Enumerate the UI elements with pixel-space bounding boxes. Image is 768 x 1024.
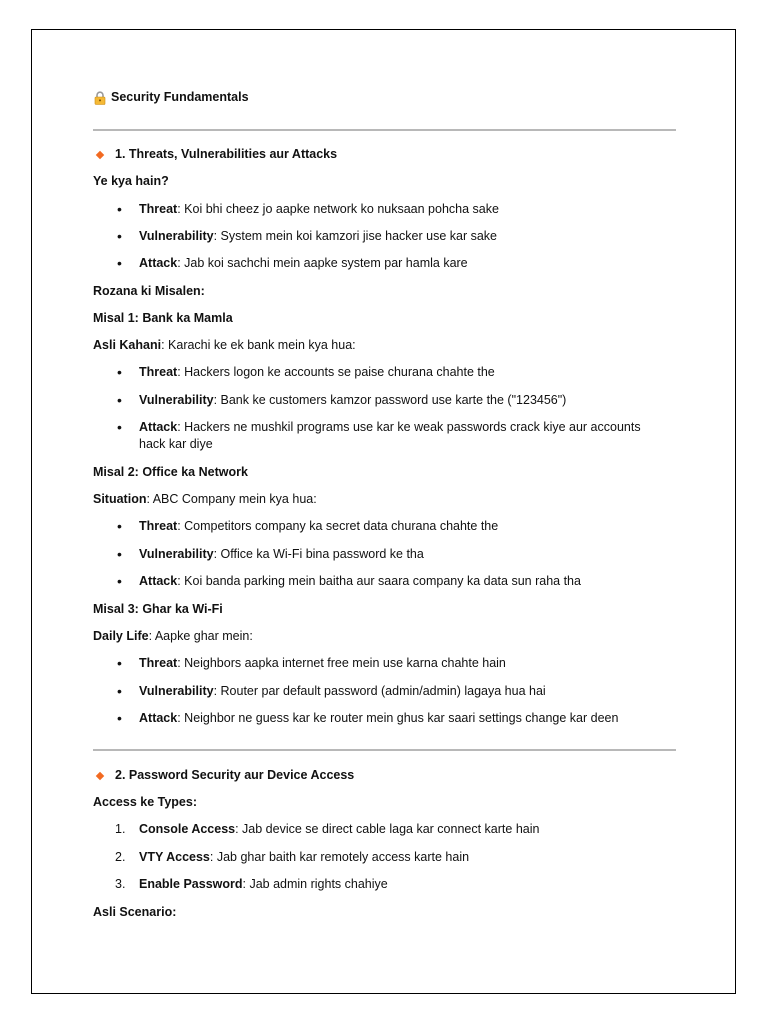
bullet-marker: • (117, 255, 122, 271)
examples-title: Rozana ki Misalen: (93, 284, 205, 298)
bullet-marker: • (117, 201, 122, 217)
scenario-title: Asli Scenario: (93, 905, 177, 919)
example-lead: Situation: ABC Company mein kya hua: (93, 492, 317, 506)
example-lead: Daily Life: Aapke ghar mein: (93, 629, 253, 643)
bullet-marker: • (117, 518, 122, 534)
section-intro: Ye kya hain? (93, 174, 169, 188)
bullet-marker: • (117, 710, 122, 726)
bullet-marker: • (117, 228, 122, 244)
bullet-marker: • (117, 392, 122, 408)
diamond-bullet-icon (96, 771, 104, 779)
page-title: Security Fundamentals (93, 89, 249, 106)
section-heading-2: 2. Password Security aur Device Access (97, 767, 354, 784)
number-marker: 1. (115, 822, 126, 836)
bullet-marker: • (117, 683, 122, 699)
example-lead: Asli Kahani: Karachi ke ek bank mein kya hua: (93, 338, 356, 352)
bullet-marker: • (117, 573, 122, 589)
section-divider (93, 749, 676, 751)
bullet-marker: • (117, 364, 122, 380)
diamond-bullet-icon (96, 150, 104, 158)
document-page: Security Fundamentals 1. Threats, Vulnerabilities aur Attacks Ye kya hain? • Threat: Koi bhi cheez jo aapke network ko nuksaan pohcha sake • Vulnerability: System mein koi kamzori jise hacker use kar sake • Attack: Jab koi sachchi mein aapke system par hamla kare Rozana ki Misalen: Misal 1: Bank ka Mamla Asli Kahani: Karachi ke ek bank mein kya hua: • Threat: Hackers logon ke accounts se paise churana chahte the • Vulnerability: Bank ke customers kamzor password use karte the ("123456") • Attack: Hackers ne mushkil programs use kar ke weak passwords crack kiye aur accounts hack kar diye Misal 2: Office ka Network Situation: ABC Company mein kya hua: • Threat: Competitors company ka secret data churana chahte the • Vulnerability: Office ka Wi-Fi bina password ke tha • Attack: Koi banda parking mein baitha aur saara company ka data sun raha tha Misal 3: Ghar ka Wi-Fi Daily Life: Aapke ghar mein: • Threat: Neighbors aapka internet free mein use karna chahte hain • Vulnerability: Router par default password (admin/admin) lagaya hua hai • Attack: Neighbor ne guess kar ke router mein ghus kar saari settings change kar deen 2. Password Security aur Device Access Access ke Types: 1. Console Access: Jab device se direct cable laga kar connect karte hain 2. VTY Access: Jab ghar baith kar remotely access karte hain 3. Enable Password: Jab admin rights chahiye Asli Scenario: (31, 29, 736, 994)
section-divider (93, 129, 676, 131)
section-heading-1: 1. Threats, Vulnerabilities aur Attacks (97, 146, 337, 163)
number-marker: 3. (115, 877, 126, 891)
lock-icon (93, 91, 107, 105)
example-title: Misal 2: Office ka Network (93, 465, 248, 479)
number-marker: 2. (115, 850, 126, 864)
bullet-marker: • (117, 546, 122, 562)
example-title: Misal 1: Bank ka Mamla (93, 311, 233, 325)
example-title: Misal 3: Ghar ka Wi-Fi (93, 602, 223, 616)
bullet-marker: • (117, 655, 122, 671)
access-types-title: Access ke Types: (93, 795, 197, 809)
bullet-marker: • (117, 419, 122, 435)
